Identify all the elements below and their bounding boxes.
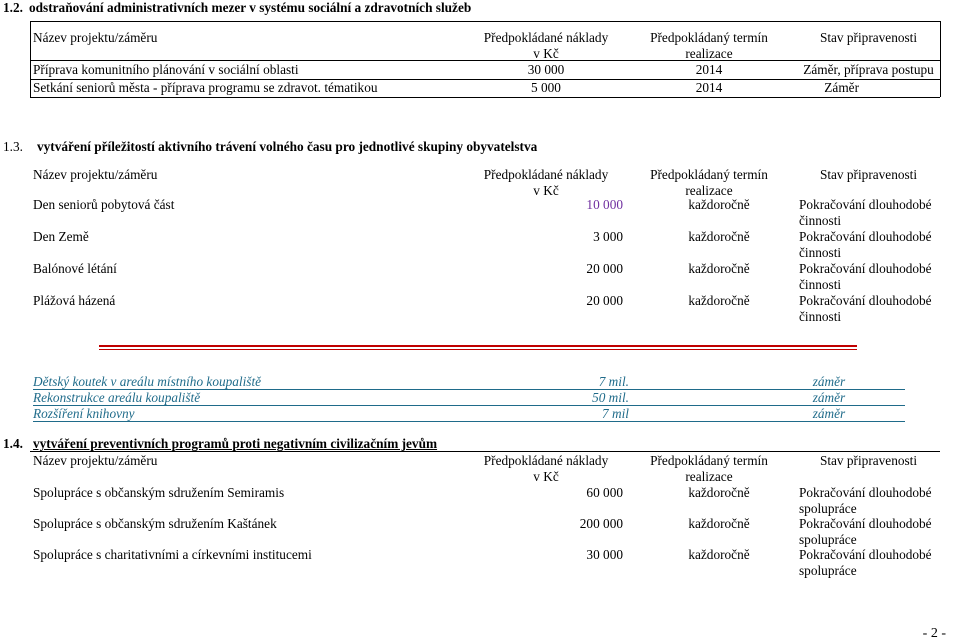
cell-name: Dětský koutek v areálu místního koupaliště <box>33 374 262 389</box>
table-1-3 <box>33 167 938 325</box>
header-term: Předpokládaný termín realizace <box>650 453 768 484</box>
cell-cost: 30 000 <box>527 62 565 77</box>
cell-name: Spolupráce s občanským sdružením Kaštánek <box>33 516 277 531</box>
header-term: Předpokládaný termín realizace <box>650 30 768 61</box>
cell-cost: 60 000 <box>586 485 623 500</box>
table-row <box>33 261 938 293</box>
cell-term: každoročně <box>688 516 750 531</box>
state-line-1: Pokračování dlouhodobé <box>799 229 932 244</box>
table-border-top <box>30 21 940 22</box>
header-cost: Předpokládané náklady v Kč <box>483 167 609 198</box>
header-cost: Předpokládané náklady v Kč <box>483 30 609 61</box>
cell-term: 2014 <box>695 62 723 77</box>
table-row <box>33 197 938 229</box>
list-item <box>33 406 938 422</box>
cell-cost: 20 000 <box>586 293 623 308</box>
state-line-1: Pokračování dlouhodobé <box>799 197 932 212</box>
page-number: - 2 - <box>922 626 946 641</box>
table-row <box>33 485 938 516</box>
cell-cost: 7 mil <box>602 406 629 421</box>
cell-cost: 3 000 <box>593 229 623 244</box>
state-line-1: Pokračování dlouhodobé <box>799 485 932 500</box>
cell-name: Spolupráce s charitativními a církevními institucemi <box>33 547 312 562</box>
table-row <box>33 547 938 578</box>
cell-state <box>799 516 938 548</box>
cell-name: Rozšíření knihovny <box>33 406 135 421</box>
cell-term: každoročně <box>688 229 750 244</box>
table-row <box>33 293 938 325</box>
cell-state <box>799 197 938 229</box>
table-border-left <box>30 21 31 97</box>
table-1-4 <box>33 453 938 578</box>
cell-state: záměr <box>812 374 846 389</box>
state-line-2: spolupráce <box>799 501 857 516</box>
cell-cost: 30 000 <box>586 547 623 562</box>
cell-name: Plážová házená <box>33 293 116 308</box>
header-name: Název projektu/záměru <box>33 453 158 468</box>
divider-line-bottom <box>99 349 857 350</box>
header-term: Předpokládaný termín realizace <box>650 167 768 198</box>
section-heading-1-4 <box>3 436 437 452</box>
cell-name: Balónové létání <box>33 261 117 276</box>
state-line-2: činnosti <box>799 245 842 260</box>
cell-name: Spolupráce s občanským sdružením Semiramis <box>33 485 285 500</box>
table-row <box>33 62 938 78</box>
cell-name: Den seniorů pobytová část <box>33 197 175 212</box>
state-line-1: Pokračování dlouhodobé <box>799 547 932 562</box>
state-line-2: spolupráce <box>799 563 857 578</box>
cell-cost: 20 000 <box>586 261 623 276</box>
table-border-right <box>940 21 941 97</box>
header-cost: Předpokládané náklady v Kč <box>483 453 609 484</box>
cell-term: 2014 <box>695 80 723 95</box>
header-state: Stav připravenosti <box>819 167 918 182</box>
section-heading-1-2 <box>3 0 471 16</box>
header-state: Stav připravenosti <box>819 30 918 45</box>
list-item <box>33 390 938 406</box>
list-item <box>33 374 938 390</box>
table-1-2 <box>33 30 938 60</box>
state-line-1: Pokračování dlouhodobé <box>799 516 932 531</box>
row-separator <box>33 421 905 422</box>
header-state: Stav připravenosti <box>819 453 918 468</box>
table-row <box>33 516 938 547</box>
section-title: vytváření příležitostí aktivního trávení volného času pro jednotlivé skupiny obyvatelstva <box>37 139 538 154</box>
cell-state: záměr <box>812 406 846 421</box>
cell-cost: 5 000 <box>531 80 561 95</box>
cell-state <box>799 229 938 261</box>
cell-name: Příprava komunitního plánování v sociální oblasti <box>33 62 299 77</box>
state-line-2: činnosti <box>799 277 842 292</box>
cell-name: Den Země <box>33 229 89 244</box>
cell-state: záměr <box>812 390 846 405</box>
cell-cost: 200 000 <box>579 516 623 531</box>
cell-state: Záměr <box>824 80 859 95</box>
header-name: Název projektu/záměru <box>33 30 158 45</box>
state-line-2: spolupráce <box>799 532 857 547</box>
state-line-2: činnosti <box>799 213 842 228</box>
row-separator <box>33 389 905 390</box>
table-header-row <box>33 453 938 485</box>
table-header-row <box>33 30 938 60</box>
section-title: vytváření preventivních programů proti negativním civilizačním jevům <box>33 436 438 451</box>
table-border-top <box>30 451 940 452</box>
state-line-2: činnosti <box>799 309 842 324</box>
cell-state: Záměr, příprava postupu <box>803 62 934 77</box>
state-line-1: Pokračování dlouhodobé <box>799 293 932 308</box>
state-line-1: Pokračování dlouhodobé <box>799 261 932 276</box>
table-border-bottom <box>30 97 940 98</box>
section-number: 1.3. <box>3 139 23 154</box>
cell-term: každoročně <box>688 547 750 562</box>
row-separator <box>33 405 905 406</box>
cell-term: každoročně <box>688 485 750 500</box>
table-1-2-body-2 <box>33 80 938 96</box>
cell-state <box>799 547 938 579</box>
cell-cost: 10 000 <box>586 197 623 212</box>
cell-cost: 50 mil. <box>592 390 629 405</box>
table-divider <box>30 60 940 61</box>
section-number: 1.4. <box>3 436 23 451</box>
divider-line-top <box>99 345 857 347</box>
section-heading-1-3 <box>3 139 537 155</box>
table-row <box>33 229 938 261</box>
table-row <box>33 80 938 96</box>
cell-cost: 7 mil. <box>598 374 629 389</box>
section-title: odstraňování administrativních mezer v systému sociální a zdravotních služeb <box>29 0 472 15</box>
header-name: Název projektu/záměru <box>33 167 158 182</box>
planned-projects <box>33 374 938 422</box>
cell-term: každoročně <box>688 293 750 308</box>
cell-name: Rekonstrukce areálu koupaliště <box>33 390 201 405</box>
cell-name: Setkání seniorů města - příprava programu se zdravot. tématikou <box>33 80 378 95</box>
cell-state <box>799 261 938 293</box>
cell-term: každoročně <box>688 261 750 276</box>
cell-term: každoročně <box>688 197 750 212</box>
section-number: 1.2. <box>3 0 23 15</box>
cell-state <box>799 293 938 325</box>
table-1-2-body <box>33 62 938 78</box>
table-header-row <box>33 167 938 197</box>
cell-state <box>799 485 938 517</box>
